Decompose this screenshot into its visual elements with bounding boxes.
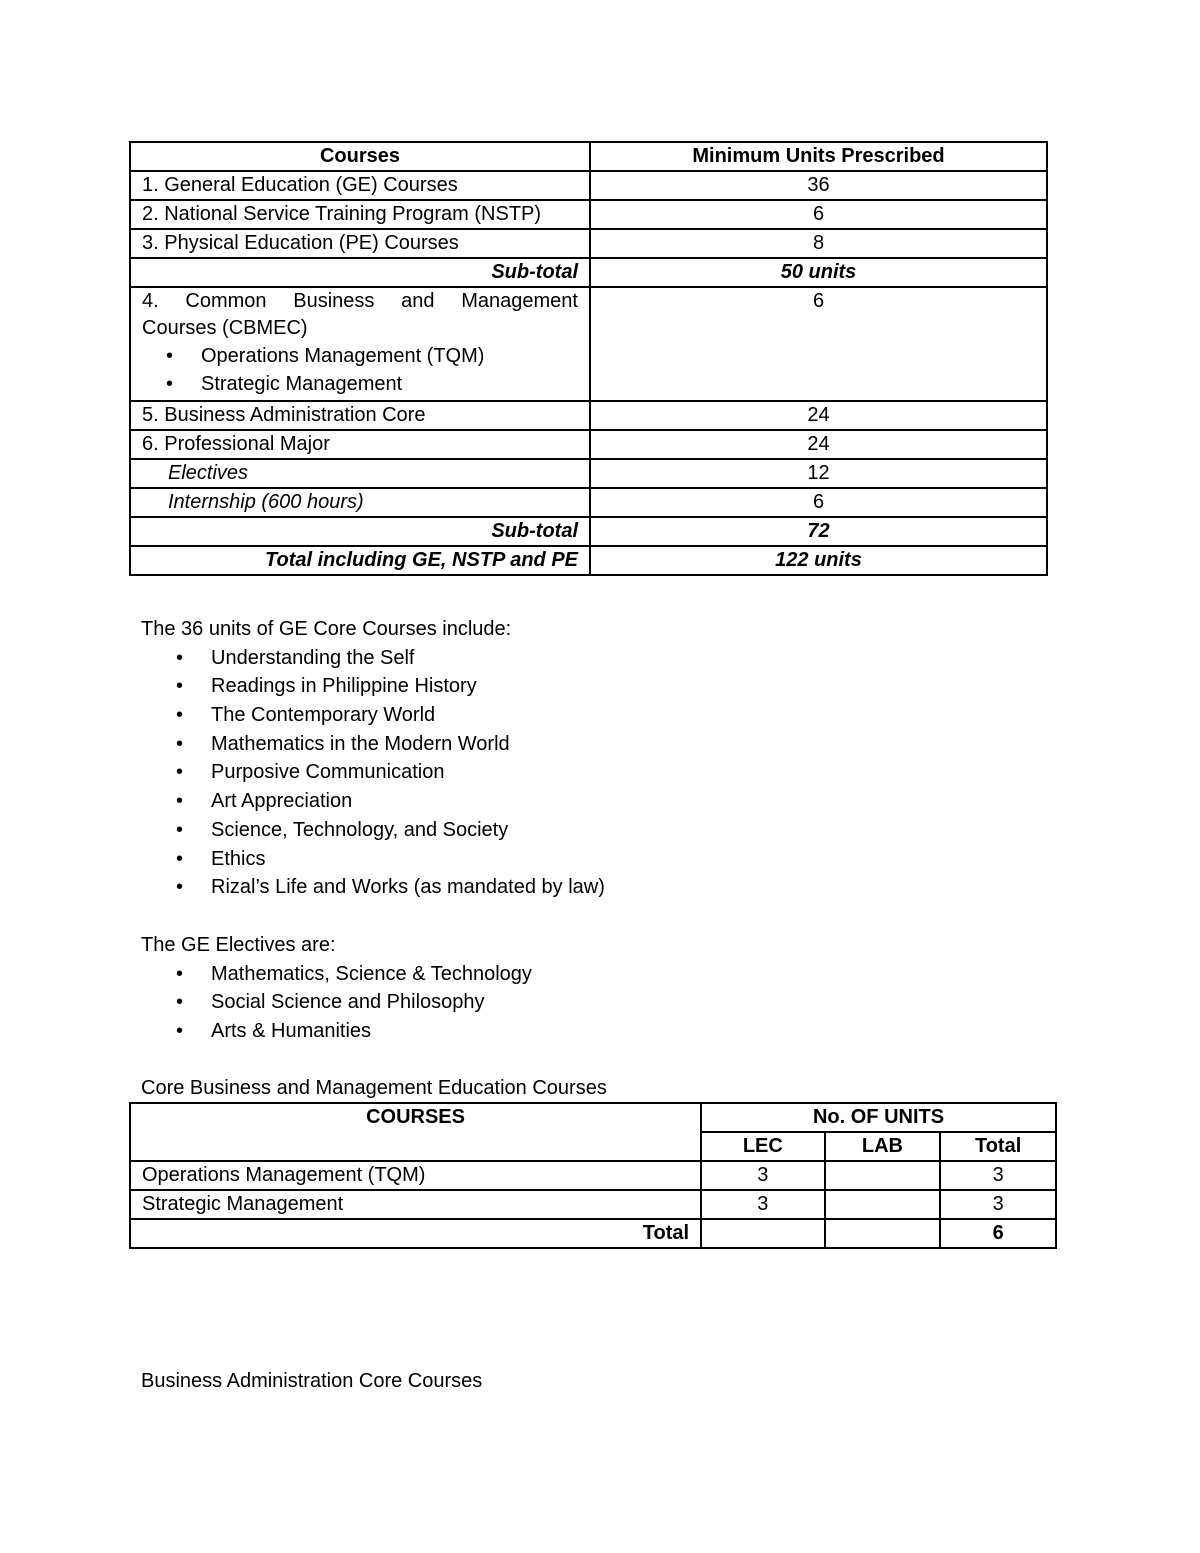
course-cell: 2. National Service Training Program (NSTP) <box>130 200 590 229</box>
total-cell: 3 <box>940 1190 1056 1219</box>
bullet-icon: • <box>176 818 184 841</box>
list-item <box>141 988 1041 1017</box>
total-units: 122 units <box>590 546 1047 575</box>
ge-core-section <box>141 615 1041 902</box>
list-item <box>141 960 1041 989</box>
bullet-icon: • <box>176 962 184 985</box>
bullet-icon: • <box>176 646 184 669</box>
list-item <box>142 342 578 370</box>
course-cell: Electives <box>130 459 590 488</box>
units-cell: 12 <box>590 459 1047 488</box>
bullet-icon: • <box>176 1020 184 1043</box>
cbmec-word: Business <box>293 290 375 312</box>
units-cell: 24 <box>590 401 1047 430</box>
list-item <box>141 845 1041 874</box>
list-item <box>141 644 1041 673</box>
bullet-icon: • <box>176 876 184 899</box>
header-total: Total <box>940 1132 1056 1161</box>
subtotal-row <box>130 517 1047 546</box>
course-cell: Operations Management (TQM) <box>130 1161 701 1190</box>
course-cell: 1. General Education (GE) Courses <box>130 171 590 200</box>
units-cell: 6 <box>590 287 1047 401</box>
core-business-table <box>129 1102 1057 1249</box>
bullet-icon: • <box>176 732 184 755</box>
list-item-text: Strategic Management <box>201 373 403 395</box>
course-cell: 6. Professional Major <box>130 430 590 459</box>
cbmec-word: Management <box>461 290 578 312</box>
units-cell: 6 <box>590 200 1047 229</box>
ge-electives-section <box>141 931 1041 1046</box>
bullet-icon: • <box>166 373 174 395</box>
ge-electives-intro: The GE Electives are: <box>141 934 336 956</box>
bullet-icon: • <box>176 675 184 698</box>
list-item <box>141 873 1041 902</box>
list-item-text: Mathematics in the Modern World <box>211 732 510 755</box>
subtotal-units: 50 units <box>590 258 1047 287</box>
list-item-text: Mathematics, Science & Technology <box>211 962 532 985</box>
cbmec-word: and <box>401 290 435 312</box>
units-cell: 36 <box>590 171 1047 200</box>
course-cell: Strategic Management <box>130 1190 701 1219</box>
list-item-text: Understanding the Self <box>211 646 415 669</box>
course-cell: Internship (600 hours) <box>130 488 590 517</box>
cbmec-row <box>130 287 1047 401</box>
bullet-icon: • <box>176 761 184 784</box>
lec-cell: 3 <box>701 1190 825 1219</box>
header-units: No. OF UNITS <box>701 1103 1056 1132</box>
table-row <box>130 430 1047 459</box>
table-row <box>130 229 1047 258</box>
table-row <box>130 200 1047 229</box>
list-item-text: The Contemporary World <box>211 704 436 727</box>
subtotal-label: Sub-total <box>130 258 590 287</box>
ge-core-intro: The 36 units of GE Core Courses include: <box>141 618 512 640</box>
subtotal-label: Sub-total <box>130 517 590 546</box>
cbmec-course-cell <box>130 287 590 401</box>
table-row <box>130 401 1047 430</box>
list-item-text: Social Science and Philosophy <box>211 991 485 1014</box>
cbmec-second-line: Courses (CBMEC) <box>142 317 308 339</box>
ge-electives-list <box>141 960 1041 1046</box>
list-item-text: Purposive Communication <box>211 761 445 784</box>
cbmec-first-line <box>142 288 578 315</box>
list-item-text: Art Appreciation <box>211 790 353 813</box>
units-cell: 6 <box>590 488 1047 517</box>
cbmec-word: 4. <box>142 290 159 312</box>
list-item-text: Readings in Philippine History <box>211 675 477 698</box>
list-item <box>141 787 1041 816</box>
total-cell: 3 <box>940 1161 1056 1190</box>
ge-core-list <box>141 644 1041 902</box>
bullet-icon: • <box>176 790 184 813</box>
list-item <box>141 816 1041 845</box>
table-header-row <box>130 1103 1056 1132</box>
list-item <box>141 672 1041 701</box>
lab-cell <box>825 1219 941 1248</box>
table-row <box>130 459 1047 488</box>
minimum-units-table <box>129 141 1048 576</box>
list-item-text: Arts & Humanities <box>211 1020 372 1043</box>
header-lab: LAB <box>825 1132 941 1161</box>
total-label: Total including GE, NSTP and PE <box>130 546 590 575</box>
bullet-icon: • <box>176 847 184 870</box>
course-cell: 5. Business Administration Core <box>130 401 590 430</box>
bullet-icon: • <box>176 704 184 727</box>
units-cell: 24 <box>590 430 1047 459</box>
core-business-title: Core Business and Management Education Courses <box>141 1077 607 1099</box>
header-lec: LEC <box>701 1132 825 1161</box>
total-row <box>130 1219 1056 1248</box>
table-row <box>130 171 1047 200</box>
table-row <box>130 488 1047 517</box>
header-courses: Courses <box>130 142 590 171</box>
list-item <box>141 730 1041 759</box>
lab-cell <box>825 1161 941 1190</box>
subtotal-row <box>130 258 1047 287</box>
bullet-icon: • <box>176 991 184 1014</box>
total-cell: 6 <box>940 1219 1056 1248</box>
subtotal-units: 72 <box>590 517 1047 546</box>
course-cell: 3. Physical Education (PE) Courses <box>130 229 590 258</box>
lec-cell <box>701 1219 825 1248</box>
ba-core-title: Business Administration Core Courses <box>141 1370 483 1392</box>
bullet-icon: • <box>166 345 174 367</box>
table-row <box>130 1190 1056 1219</box>
lab-cell <box>825 1190 941 1219</box>
table-row <box>130 1161 1056 1190</box>
list-item <box>142 370 578 398</box>
cbmec-course-list <box>142 342 578 398</box>
table-header-row <box>130 142 1047 171</box>
total-row <box>130 546 1047 575</box>
list-item-text: Ethics <box>211 847 266 870</box>
lec-cell: 3 <box>701 1161 825 1190</box>
units-cell: 8 <box>590 229 1047 258</box>
list-item <box>141 701 1041 730</box>
list-item <box>141 1017 1041 1046</box>
cbmec-word: Common <box>185 290 267 312</box>
header-courses: COURSES <box>130 1103 701 1161</box>
header-units: Minimum Units Prescribed <box>590 142 1047 171</box>
total-label: Total <box>130 1219 701 1248</box>
list-item-text: Rizal’s Life and Works (as mandated by law) <box>211 876 605 899</box>
list-item-text: Science, Technology, and Society <box>211 818 509 841</box>
list-item-text: Operations Management (TQM) <box>201 345 485 367</box>
list-item <box>141 758 1041 787</box>
